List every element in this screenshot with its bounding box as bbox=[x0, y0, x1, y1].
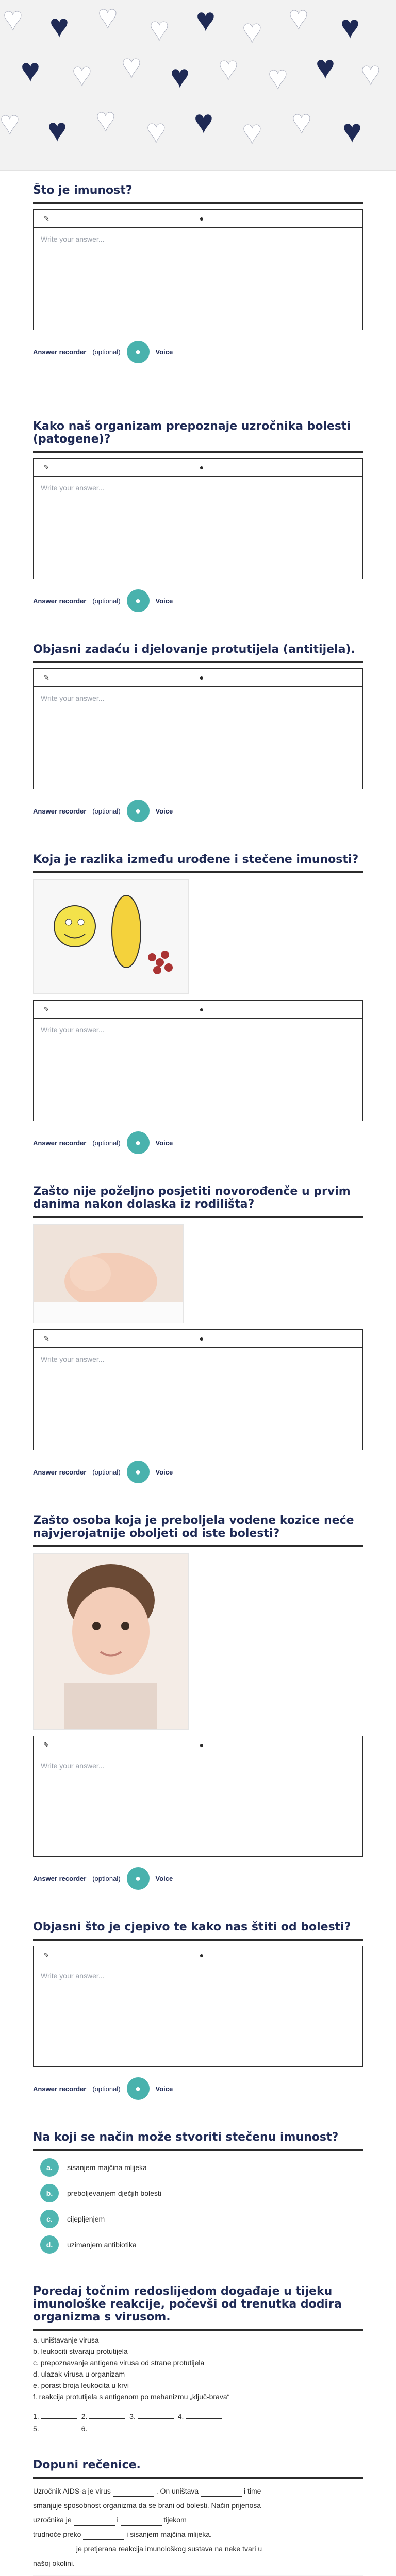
heart-icon: ♥ bbox=[219, 49, 238, 87]
recorder-optional: (optional) bbox=[92, 1468, 121, 1476]
choice-option-a[interactable] bbox=[40, 2158, 363, 2177]
mic-icon: ● bbox=[135, 805, 141, 816]
heart-icon: ♥ bbox=[170, 58, 190, 95]
order-slot[interactable] bbox=[41, 2418, 77, 2419]
divider bbox=[33, 202, 363, 204]
divider bbox=[33, 871, 363, 873]
editor-toolbar bbox=[33, 668, 363, 686]
question-title: Kako naš organizam prepoznaje uzročnika bolesti (patogene)? bbox=[33, 420, 351, 446]
option-letter: b. bbox=[40, 2184, 59, 2202]
cloze-segment: našoj okolini. bbox=[33, 2559, 75, 2567]
question-title: Zašto osoba koja je preboljela vodene kozice neće najvjerojatnije oboljeti od iste bolesti? bbox=[33, 1514, 354, 1540]
cloze-segment: tijekom bbox=[163, 2516, 187, 2524]
recorder-optional: (optional) bbox=[92, 1139, 121, 1147]
option-letter: c. bbox=[40, 2210, 59, 2228]
slot-number: 6. bbox=[81, 2425, 88, 2433]
mic-icon[interactable]: ● bbox=[199, 1951, 204, 1959]
child-photo bbox=[33, 1553, 189, 1730]
question-block bbox=[33, 420, 363, 612]
editor-toolbar bbox=[33, 1000, 363, 1018]
option-text: cijepljenjem bbox=[67, 2215, 105, 2223]
heart-icon: ♥ bbox=[242, 12, 262, 49]
heart-icon: ♥ bbox=[292, 103, 311, 140]
heart-icon: ♥ bbox=[21, 52, 40, 89]
order-slots-row bbox=[33, 2412, 363, 2420]
recorder-label: Answer recorder bbox=[33, 1468, 87, 1476]
record-button[interactable] bbox=[127, 341, 150, 363]
answer-field[interactable]: Write your answer... bbox=[33, 686, 363, 789]
question-block bbox=[33, 1185, 363, 1483]
list-item: b. leukociti stvaraju protutijela bbox=[33, 2347, 128, 2355]
choice-option-d[interactable] bbox=[40, 2235, 363, 2254]
voice-label: Voice bbox=[155, 807, 173, 815]
record-button[interactable] bbox=[127, 800, 150, 822]
option-text: preboljevanjem dječjih bolesti bbox=[67, 2189, 161, 2197]
heart-icon: ♥ bbox=[47, 111, 67, 148]
slot-number: 3. bbox=[129, 2412, 136, 2420]
heart-icon: ♥ bbox=[361, 55, 381, 92]
immunity-cartoon-image bbox=[33, 879, 189, 994]
recorder-label: Answer recorder bbox=[33, 807, 87, 815]
slot-number: 4. bbox=[177, 2412, 184, 2420]
heart-icon: ♥ bbox=[194, 103, 213, 140]
pen-icon[interactable]: ✎ bbox=[43, 1334, 50, 1343]
option-text: uzimanjem antibiotika bbox=[67, 2241, 137, 2249]
order-slots-row bbox=[33, 2425, 363, 2433]
editor-toolbar bbox=[33, 458, 363, 476]
recorder-label: Answer recorder bbox=[33, 1874, 87, 1883]
newborn-photo bbox=[33, 1224, 184, 1323]
recorder-label: Answer recorder bbox=[33, 1139, 87, 1147]
multiple-choice-block bbox=[33, 2131, 363, 2254]
answer-field[interactable]: Write your answer... bbox=[33, 1754, 363, 1857]
heart-icon: ♥ bbox=[268, 59, 288, 96]
cloze-gap[interactable] bbox=[33, 2545, 74, 2554]
recorder-label: Answer recorder bbox=[33, 2084, 87, 2093]
cloze-text bbox=[33, 2484, 363, 2570]
answer-recorder bbox=[33, 1461, 363, 1483]
slot-number: 2. bbox=[81, 2412, 88, 2420]
cloze-segment: i bbox=[117, 2516, 119, 2524]
pen-icon[interactable]: ✎ bbox=[43, 1951, 50, 1959]
recorder-optional: (optional) bbox=[92, 348, 121, 356]
pen-icon[interactable]: ✎ bbox=[43, 673, 50, 682]
question-block bbox=[33, 853, 363, 1154]
record-button[interactable] bbox=[127, 1131, 150, 1154]
pen-icon[interactable]: ✎ bbox=[43, 214, 50, 223]
hearts-banner bbox=[0, 0, 396, 171]
recorder-optional: (optional) bbox=[92, 597, 121, 605]
record-button[interactable] bbox=[127, 1867, 150, 1890]
voice-label: Voice bbox=[155, 1139, 173, 1147]
list-item: f. reakcija protutijela s antigenom po mehanizmu „ključ-brava“ bbox=[33, 2393, 230, 2401]
voice-label: Voice bbox=[155, 1468, 173, 1476]
heart-icon: ♥ bbox=[289, 0, 308, 36]
answer-field[interactable]: Write your answer... bbox=[33, 1018, 363, 1121]
mic-icon: ● bbox=[135, 1466, 141, 1477]
answer-recorder bbox=[33, 800, 363, 822]
mic-icon: ● bbox=[135, 595, 141, 606]
question-block bbox=[33, 643, 363, 822]
cloze-gap[interactable] bbox=[201, 2487, 242, 2497]
slot-number: 1. bbox=[33, 2412, 39, 2420]
question-title: Na koji se način može stvoriti stečenu imunost? bbox=[33, 2131, 339, 2144]
divider bbox=[33, 2149, 363, 2151]
option-text: sisanjem majčina mlijeka bbox=[67, 2163, 147, 2172]
heart-icon: ♥ bbox=[72, 56, 92, 93]
answer-recorder bbox=[33, 1867, 363, 1890]
divider bbox=[33, 2329, 363, 2331]
divider bbox=[33, 1939, 363, 1941]
divider bbox=[33, 1216, 363, 1218]
cloze-segment: . On uništava bbox=[156, 2487, 199, 2495]
question-title: Poredaj točnim redoslijedom događaje u tijeku imunološke reakcije, počevši od trenutka dodira organizma s virusom. bbox=[33, 2285, 342, 2324]
heart-icon: ♥ bbox=[316, 48, 335, 86]
cloze-segment: Uzročnik AIDS-a je virus bbox=[33, 2487, 111, 2495]
choice-option-c[interactable] bbox=[40, 2210, 363, 2228]
slot-number: 5. bbox=[33, 2425, 39, 2433]
answer-field[interactable]: Write your answer... bbox=[33, 1964, 363, 2067]
editor-toolbar bbox=[33, 1329, 363, 1347]
editor-toolbar bbox=[33, 1946, 363, 1964]
list-item: d. ulazak virusa u organizam bbox=[33, 2370, 125, 2378]
mic-icon: ● bbox=[135, 1137, 141, 1148]
cloze-segment: i sisanjem majčina mlijeka. bbox=[126, 2530, 212, 2538]
question-title: Koja je razlika između urođene i stečene imunosti? bbox=[33, 853, 359, 866]
choice-option-b[interactable] bbox=[40, 2184, 363, 2202]
question-title: Što je imunost? bbox=[33, 184, 133, 197]
pen-icon[interactable]: ✎ bbox=[43, 1005, 50, 1013]
voice-label: Voice bbox=[155, 348, 173, 356]
editor-toolbar bbox=[33, 1736, 363, 1754]
heart-icon: ♥ bbox=[242, 113, 262, 150]
cloze-gap[interactable] bbox=[113, 2487, 154, 2497]
cloze-gap[interactable] bbox=[83, 2530, 124, 2540]
ordering-block bbox=[33, 2285, 363, 2433]
heart-icon: ♥ bbox=[122, 47, 141, 84]
answer-recorder bbox=[33, 341, 363, 363]
recorder-label: Answer recorder bbox=[33, 597, 87, 605]
voice-label: Voice bbox=[155, 597, 173, 605]
question-title: Dopuni rečenice. bbox=[33, 2459, 141, 2471]
answer-field[interactable]: Write your answer... bbox=[33, 476, 363, 579]
heart-icon: ♥ bbox=[50, 7, 69, 44]
heart-icon: ♥ bbox=[98, 0, 118, 35]
question-title: Objasni što je cjepivo te kako nas štiti od bolesti? bbox=[33, 1921, 351, 1934]
heart-icon: ♥ bbox=[3, 0, 23, 37]
order-slot[interactable] bbox=[89, 2418, 125, 2419]
divider bbox=[33, 1545, 363, 1547]
mic-icon[interactable]: ● bbox=[199, 214, 204, 223]
event-list bbox=[33, 2336, 363, 2401]
mic-icon[interactable]: ● bbox=[199, 1334, 204, 1343]
cloze-block bbox=[33, 2459, 363, 2576]
cloze-gap[interactable] bbox=[121, 2516, 162, 2526]
divider bbox=[33, 661, 363, 663]
recorder-label: Answer recorder bbox=[33, 348, 87, 356]
recorder-optional: (optional) bbox=[92, 807, 121, 815]
option-letter: a. bbox=[40, 2158, 59, 2177]
record-button[interactable] bbox=[127, 2077, 150, 2100]
heart-icon: ♥ bbox=[146, 112, 166, 149]
cloze-segment: je pretjerana reakcija imunološkog sustava na neke tvari u bbox=[76, 2545, 262, 2553]
record-button[interactable] bbox=[127, 1461, 150, 1483]
answer-field[interactable]: Write your answer... bbox=[33, 1347, 363, 1450]
answer-recorder bbox=[33, 2077, 363, 2100]
editor-toolbar bbox=[33, 209, 363, 227]
question-title: Zašto nije poželjno posjetiti novorođenče u prvim danima nakon dolaska iz rodilišta? bbox=[33, 1185, 351, 1211]
mic-icon: ● bbox=[135, 2083, 141, 2094]
record-button[interactable] bbox=[127, 589, 150, 612]
recorder-optional: (optional) bbox=[92, 1874, 121, 1883]
order-slot[interactable] bbox=[138, 2418, 174, 2419]
cloze-segment: trudnoće preko bbox=[33, 2530, 81, 2538]
mic-icon: ● bbox=[135, 346, 141, 357]
list-item: c. prepoznavanje antigena virusa od strane protutijela bbox=[33, 2359, 205, 2367]
divider bbox=[33, 2477, 363, 2479]
recorder-optional: (optional) bbox=[92, 2084, 121, 2093]
mic-icon[interactable]: ● bbox=[199, 673, 204, 682]
divider bbox=[33, 451, 363, 453]
pen-icon[interactable]: ✎ bbox=[43, 1740, 50, 1749]
question-block bbox=[33, 184, 363, 363]
question-title: Objasni zadaću i djelovanje protutijela (antitijela). bbox=[33, 643, 355, 656]
answer-field[interactable]: Write your answer... bbox=[33, 227, 363, 330]
answer-recorder bbox=[33, 589, 363, 612]
voice-label: Voice bbox=[155, 2084, 173, 2093]
option-letter: d. bbox=[40, 2235, 59, 2254]
heart-icon: ♥ bbox=[340, 8, 360, 45]
voice-label: Voice bbox=[155, 1874, 173, 1883]
heart-icon: ♥ bbox=[342, 112, 362, 149]
order-slot[interactable] bbox=[186, 2418, 222, 2419]
heart-icon: ♥ bbox=[0, 104, 20, 141]
cloze-gap[interactable] bbox=[74, 2516, 115, 2526]
heart-icon: ♥ bbox=[150, 10, 169, 47]
cloze-segment: uzročnika je bbox=[33, 2516, 72, 2524]
question-block bbox=[33, 1514, 363, 1890]
cloze-segment: smanjuje sposobnost organizma da se brani od bolesti. Način prijenosa bbox=[33, 2501, 261, 2510]
heart-icon: ♥ bbox=[96, 101, 116, 138]
list-item: e. porast broja leukocita u krvi bbox=[33, 2381, 129, 2389]
mic-icon[interactable]: ● bbox=[199, 1005, 204, 1013]
heart-icon: ♥ bbox=[196, 1, 216, 38]
mic-icon[interactable]: ● bbox=[199, 463, 204, 471]
mic-icon: ● bbox=[135, 1873, 141, 1884]
answer-recorder bbox=[33, 1131, 363, 1154]
cloze-segment: i time bbox=[244, 2487, 261, 2495]
mic-icon[interactable]: ● bbox=[199, 1741, 204, 1749]
list-item: a. uništavanje virusa bbox=[33, 2336, 99, 2344]
question-block bbox=[33, 1921, 363, 2100]
pen-icon[interactable]: ✎ bbox=[43, 463, 50, 471]
